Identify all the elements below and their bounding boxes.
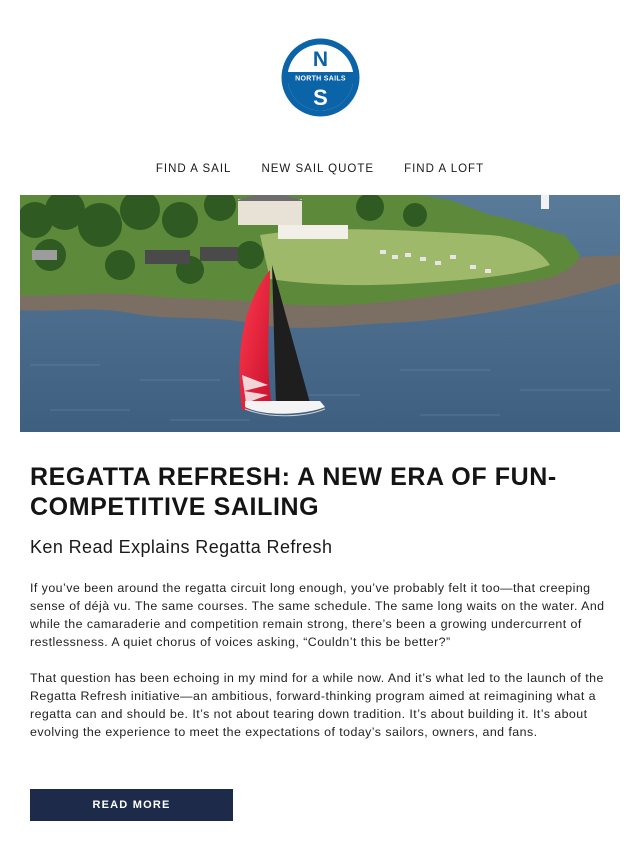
article-paragraph-1: If you’ve been around the regatta circuit long enough, you’ve probably felt it too—that creeping sense of déjà vu. The same courses. The same schedule. The same long waits on the water. And while the camaraderie and competition remain strong, there’s been a growing undercurrent of restlessness. A quiet chorus of voices asking, “Couldn’t this be better?” xyxy=(30,581,605,649)
article-subhead: Ken Read Explains Regatta Refresh xyxy=(30,537,333,557)
article-paragraph-2: That question has been echoing in my mind for a while now. And it’s what led to the launch of the Regatta Refresh initiative—an ambitious, forward-thinking program aimed at reimagining what a regatta can and should be. It’s not about tearing down tradition. It’s about building it. It’s about evolving the experience to meet the expectations of today’s sailors, owners, and fans. xyxy=(30,671,604,739)
logo-middle-text: NORTH SAILS xyxy=(295,75,346,83)
logo-top-letter: N xyxy=(312,48,329,71)
hero-image[interactable] xyxy=(20,195,620,432)
north-sails-logo[interactable] xyxy=(281,38,360,117)
nav-find-a-loft[interactable]: FIND A LOFT xyxy=(404,163,485,175)
article-headline: REGATTA REFRESH: A NEW ERA OF FUN-COMPETITIVE SAILING xyxy=(30,463,557,521)
logo-icon xyxy=(281,38,360,117)
nav-new-sail-quote[interactable]: NEW SAIL QUOTE xyxy=(261,163,375,175)
lighthouse xyxy=(541,195,549,209)
nav-find-a-sail[interactable]: FIND A SAIL xyxy=(155,163,232,175)
logo-bottom-letter: S xyxy=(313,85,328,110)
read-more-button[interactable]: READ MORE xyxy=(30,789,233,821)
top-nav xyxy=(0,160,640,178)
